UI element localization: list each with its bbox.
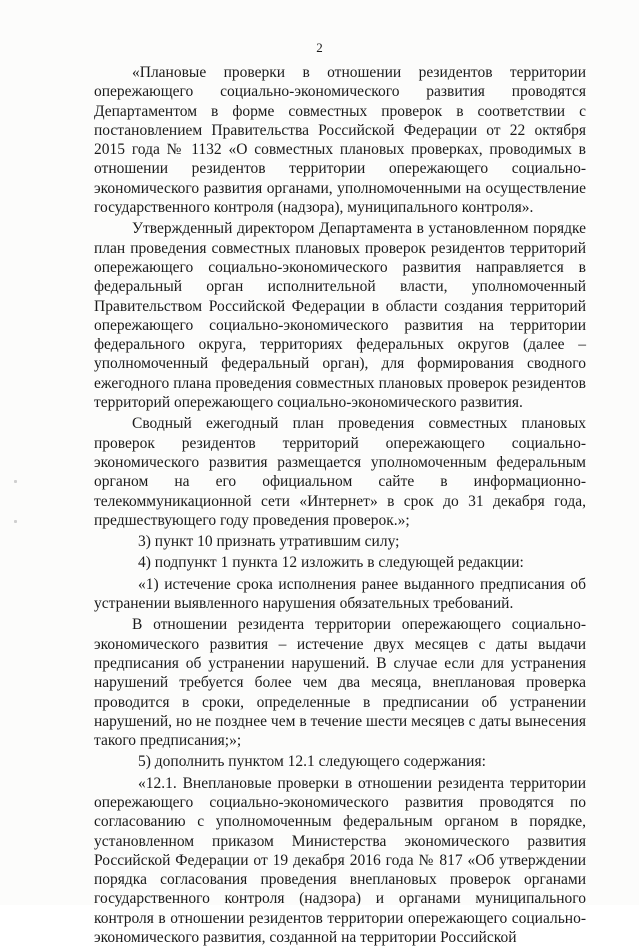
paragraph-subitem-1: «1) истечение срока исполнения ранее выданного предписания об устранении выявленного нарушения обязательных требований. [94, 575, 586, 613]
paragraph-planned-inspections: «Плановые проверки в отношении резидентов территории опережающего социально-экономического развития проводятся Департаментом в форме совместных проверок в соответствии с постановлением Правительства Российской Федерации от 22 октября 2015 года № 1132 «О совместных плановых проверках, проводимых в отношении резидентов территории опережающего социально-экономического развития органами, уполномоченными на осуществление государственного контроля (надзора), муниципального контроля». [94, 64, 586, 217]
document-body [94, 63, 586, 949]
scan-mark [14, 520, 17, 523]
page-number: 2 [316, 40, 323, 55]
paragraph-consolidated-plan: Сводный ежегодный план проведения совместных плановых проверок резидентов территорий опережающего социально-экономического развития размещается уполномоченным федеральным органом на его официальном сайте в информационно-телекоммуникационной сети «Интернет» в срок до 31 декабря года, предшествующего году проведения проверок.»; [94, 415, 586, 529]
paragraph-item-3: 3) пункт 10 признать утратившим силу; [138, 533, 400, 551]
paragraph-approved-plan: Утвержденный директором Департамента в установленном порядке план проведения совместных плановых проверок резидентов территорий опережающего социально-экономического развития направляется в федеральный орган исполнительной власти, уполномоченный Правительством Российской Федерации в области создания территорий опережающего социально-экономического развития на территории федерального округа, территориях федеральных округов (далее – уполномоченный федеральный орган), для формирования сводного ежегодного плана проведения совместных плановых проверок резидентов территорий опережающего социально-экономического развития. [94, 220, 586, 412]
scan-mark [14, 480, 17, 483]
paragraph-resident-deadline: В отношении резидента территории опережающего социально-экономического развития – истечение двух месяцев с даты выдачи предписания об устранении нарушений. В случае если для устранения нарушений требуется более чем два месяца, внеплановая проверка проводится в сроки, определенные в предписании об устранении нарушений, но не позднее чем в течение шести месяцев с даты вынесения такого предписания;»; [94, 616, 586, 750]
paragraph-item-12-1: «12.1. Внеплановые проверки в отношении резидента территории опережающего социально-экономического развития проводятся по согласованию с уполномоченным федеральным органом в порядке, установленном приказом Министерства экономического развития Российской Федерации от 19 декабря 2016 года № 817 «Об утверждении порядка согласования проведения внеплановых проверок органами государственного контроля (надзора) и органами муниципального контроля в отношении резидентов территории опережающего социально-экономического развития, созданной на территории Российской [94, 774, 586, 947]
paragraph-item-5: 5) дополнить пунктом 12.1 следующего содержания: [138, 753, 486, 771]
paragraph-item-4: 4) подпункт 1 пункта 12 изложить в следующей редакции: [138, 554, 524, 572]
